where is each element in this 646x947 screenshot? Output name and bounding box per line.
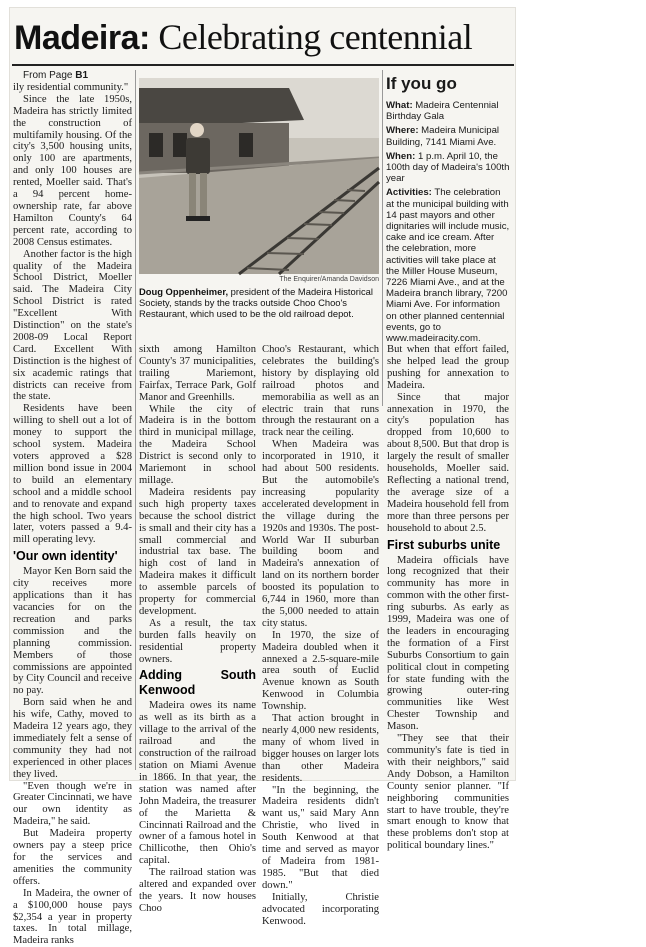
sidebar-where: Where: Madeira Municipal Building, 7141 Miami Ave. [386, 125, 500, 148]
photo-credit: The Enquirer/Amanda Davidson [279, 276, 379, 283]
paragraph: Madeira officials have long recognized that their community has more in common with the other first-ring suburbs. As early as 1999, Madeira was one of the leaders in encouraging the formation of a First Suburbs Consortium to gain political clout in competing for state funding with the growing outer-ring communities like West Chester Township and Mason. [387, 554, 509, 733]
paragraph: But Madeira property owners pay a steep price for the services and amenities the community offers. [13, 828, 132, 887]
paragraph: While the city of Madeira is in the bottom third in municipal millage, the Madeira School District is second only to Mariemont in school millage. [139, 403, 256, 486]
headline-rest: Celebrating centennial [149, 17, 473, 57]
paragraph: "They see that their community's fate is tied in with their neighbors," said Andy Dobson, a Hamilton County senior planner. "If neighboring communities start to have trouble, they're smart enough to know that these problems don't stop at political boundary lines." [387, 733, 509, 852]
headline-rule [12, 64, 514, 66]
paragraph: When Madeira was incorporated in 1910, it had about 500 residents. But the automobile's increasing popularity accelerated development in the village during the 1920s and 1930s. The post-World War II suburban building boom and Madeira's annexation of land on its northern border boosted its population to 6,744 in 1960, more than the 5,000 needed to attain city status. [262, 439, 379, 629]
paragraph: Madeira owes its name as well as its birth as a village to the arrival of the railroad and the construction of the railroad station on Miami Avenue in 1866. In that year, the station was named after John Madeira, the treasurer of the Marietta & Cincinnati Railroad and the owner of a famous hotel in Chillicothe, then Ohio's capital. [139, 700, 256, 867]
column-2 [139, 344, 256, 914]
paragraph: Since the late 1950s, Madeira has strictly limited the construction of multifamily housing. Of the city's 3,500 housing units, only 100 are apartments, and only 100 houses are rented, Moeller said. That's a 94 percent home-ownership rate, far above Hamilton County's 64 percent rate, according to 2008 Census estimates. [13, 93, 132, 248]
from-page: From Page B1 [23, 70, 89, 81]
subhead-own-identity: 'Our own identity' [13, 549, 118, 564]
paragraph: Since that major annexation in 1970, the city's population has dropped from 10,600 to about 8,500. But that drop is largely the result of smaller households, Moeller said. Reflecting a national trend, the average size of a Madeira household fell from more than three persons per household to about 2.5. [387, 391, 509, 534]
paragraph: The railroad station was altered and expanded over the years. It now houses Choo [139, 867, 256, 914]
sidebar-title: If you go [386, 74, 457, 93]
paragraph: As a result, the tax burden falls heavily on residential property owners. [139, 617, 256, 665]
paragraph: Born said when he and his wife, Cathy, moved to Madeira 12 years ago, they immediately felt a sense of community they had not experienced in other places they lived. [13, 697, 132, 780]
paragraph: sixth among Hamilton County's 37 municipalities, trailing Mariemont, Fairfax, Terrace Park, Golf Manor and Greenhills. [139, 344, 256, 403]
subhead-first-suburbs: First suburbs unite [387, 537, 501, 552]
headline-bold: Madeira: [14, 19, 150, 57]
column-1 [13, 70, 132, 947]
paragraph: In Madeira, the owner of a $100,000 house pays $2,354 a year in property taxes. In total millage, Madeira ranks [13, 887, 132, 947]
paragraph: In 1970, the size of Madeira doubled when it annexed a 2.5-square-mile area south of Euclid Avenue known as South Kenwood in Columbia Township. [262, 629, 379, 713]
paragraph: But when that effort failed, she helped lead the group pushing for annexation to Madeira. [387, 344, 509, 391]
column-3 [262, 344, 379, 927]
column-rule [382, 70, 383, 406]
photo-caption [139, 286, 379, 319]
depot-photo-graphic [139, 78, 379, 274]
sidebar-when: When: 1 p.m. April 10, the 100th day of Madeira's 100th year [386, 150, 510, 185]
subhead-south-kenwood: Adding South Kenwood [139, 668, 256, 698]
headline [14, 12, 510, 62]
paragraph: "In the beginning, the Madeira residents didn't want us," said Mary Ann Christie, who lived in South Kenwood at that time and served as mayor of Madeira from 1981-1985. "But that died down." [262, 784, 379, 891]
column-rule [135, 70, 136, 770]
paragraph: Choo's Restaurant, which celebrates the building's history by displaying old railroad photos and memorabilia as well as an electric train that runs through the restaurant on a track near the ceiling. [262, 344, 379, 439]
paragraph: Initially, Christie advocated incorporating Kenwood. [262, 891, 379, 927]
sidebar-activities: Activities: The celebration at the municipal building with 14 past mayors and other dignitaries will include music, cake and ice cream. After the celebration, more activities will take place at the Miller House Museum, 7226 Miami Ave., and at the Madeira branch library, 7200 Miami Ave. For information on other planned centennial events, go to www.madeiracity.com. [386, 187, 510, 345]
sidebar-what: What: Madeira Centennial Birthday Gala [386, 100, 499, 123]
paragraph: Madeira residents pay such high property taxes because the school district is small and their city has a small commercial and industrial tax base. The high cost of land in Madeira makes it difficult to assemble parcels of property for commercial development. [139, 486, 256, 617]
paragraph: ily residential community." [13, 81, 129, 93]
depot-photo [139, 78, 379, 274]
column-4 [387, 344, 509, 852]
paragraph: Mayor Ken Born said the city receives more applications than it has vacancies for on the recreation and parks commission and the planning commission. Members of those commissions are appointed by City Council and receive no pay. [13, 566, 132, 697]
caption-name: Doug Oppenheimer, [139, 286, 229, 297]
caption-text: president of the Madeira Historical Society, stands by the tracks outside Choo Choo's Restaurant, which used to be the old railroad depot. [139, 286, 373, 319]
paragraph: Another factor is the high quality of the Madeira School District, Moeller said. The Madeira City School District is rated "Excellent With Distinction" on the state's 2008-09 Local Report Card. Excellent With Distinction is the highest of six academic ratings that districts can receive from the state. [13, 248, 132, 403]
paragraph: "Even though we're in Greater Cincinnati, we have our own identity as Madeira," he said. [13, 780, 132, 828]
paragraph: That action brought in nearly 4,000 new residents, many of whom lived in bigger houses on larger lots than other Madeira residents. [262, 713, 379, 784]
paragraph: Residents have been willing to shell out a lot of money to support the school system. Madeira voters approved a $28 million bond issue in 2004 to build an elementary school and a middle school and to renovate and expand the high school. Two years later, voters passed a 9.4-mill operating levy. [13, 403, 132, 546]
